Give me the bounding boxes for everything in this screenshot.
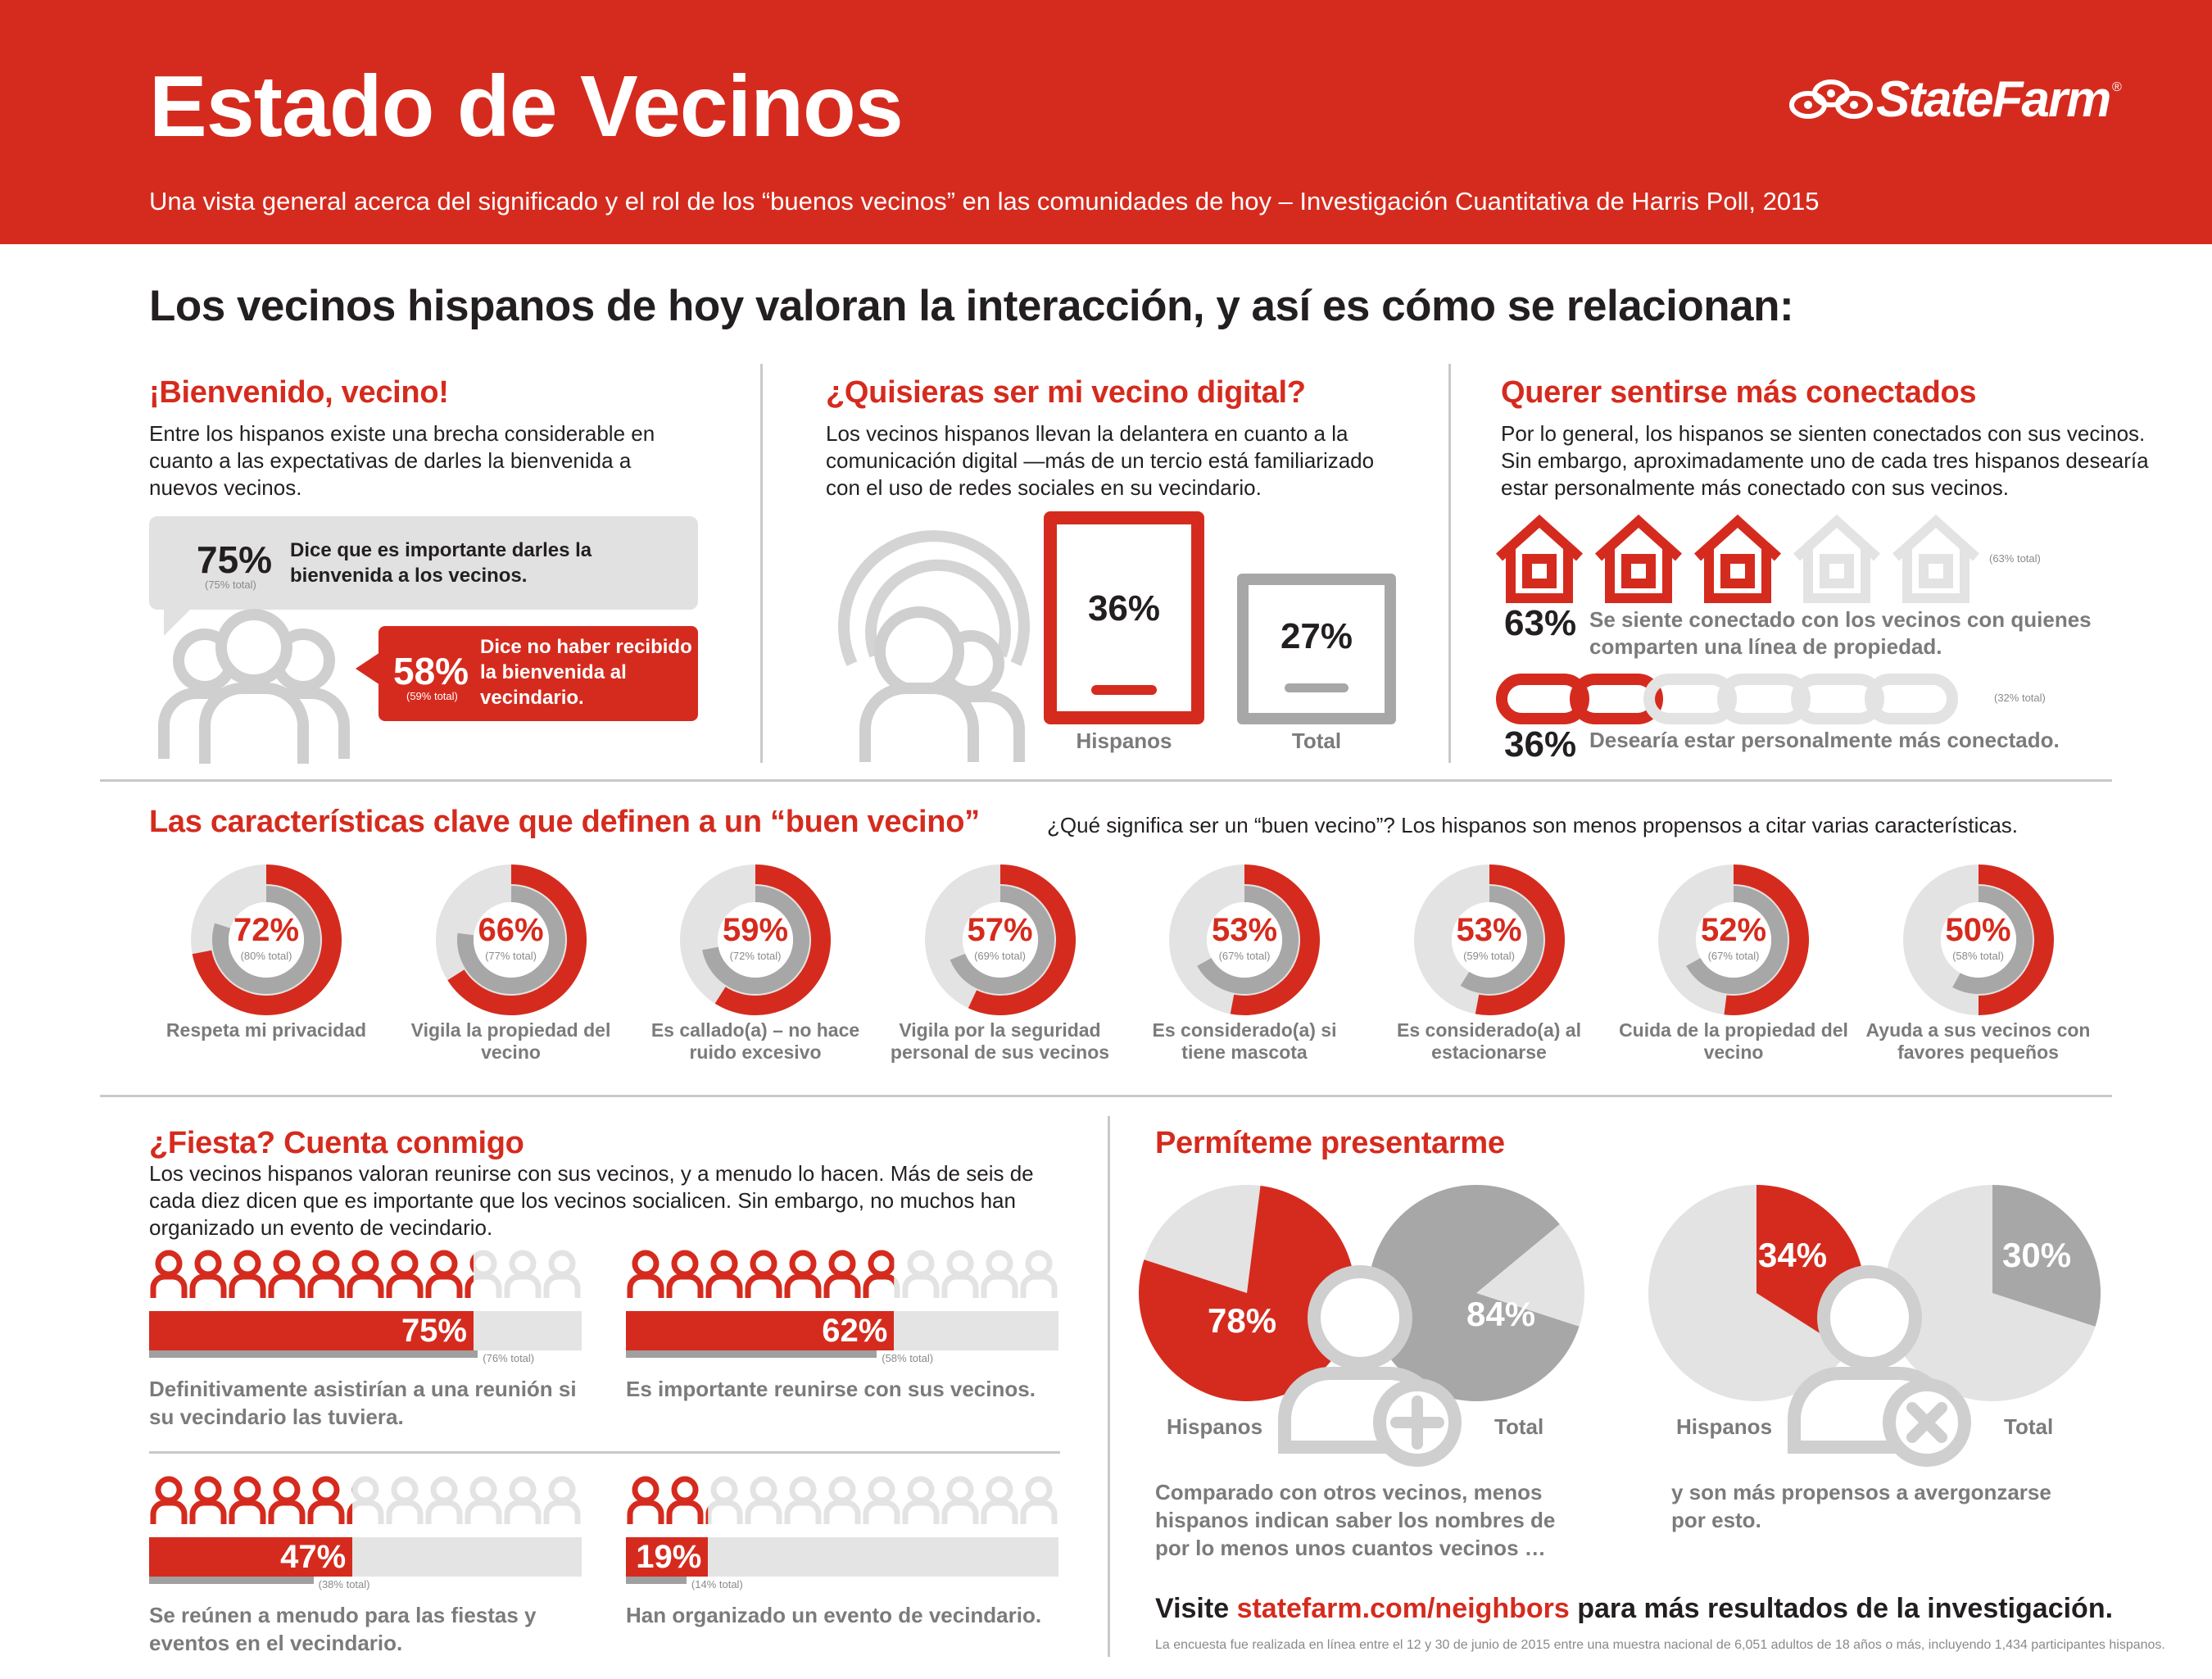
bar-note: (38% total) [318,1578,370,1591]
intro-caption2: y son más propensos a avergonzarse por esto. [1671,1480,2051,1532]
stat1-text: Dice que es importante darles la bienvenida a los vecinos. [290,539,592,587]
donut-pct: 53% [1456,912,1522,948]
donut-pct: 52% [1700,912,1767,948]
donut-note: (67% total) [1218,950,1271,962]
pie2-total-pct: 30% [2002,1236,2072,1274]
pie2-total-label: Total [2004,1414,2054,1439]
donut-label: Vigila por la seguridad personal de sus vecinos [890,1019,1110,1063]
fiesta-title: ¿Fiesta? Cuenta conmigo [149,1126,524,1160]
donut-label: Ayuda a sus vecinos con favores pequeños [1865,1019,2091,1063]
digital-body: Los vecinos hispanos llevan la delantera en cuanto a la comunicación digital —más de un tercio está familiarizado con el uso de redes sociales en su vecindario. [826,421,1375,500]
footer-fine-print: La encuesta fue realizada en línea entre el 12 y 30 de junio de 2015 entre una muestra nacional de 6,051 adultos de 18 años o más, incluyendo 1,434 participantes hispanos. [1155,1638,2165,1652]
footer-visit-rest: para más resultados de la investigación. [1577,1593,2114,1624]
donut-pct: 59% [722,912,789,948]
welcome-body: Entre los hispanos existe una brecha considerable en cuanto a las expectativas de darles la bienvenida a nuevos vecinos. [149,421,655,500]
chain-text: Desearía estar personalmente más conectado. [1589,728,2060,752]
stat2-pct: 58% [393,650,469,692]
bar-caption: Es importante reunirse con sus vecinos. [626,1377,1036,1401]
bar-caption: Se reúnen a menudo para las fiestas y eventos en el vecindario. [149,1603,537,1655]
donut-note: (67% total) [1707,950,1760,962]
donut-note: (72% total) [729,950,782,962]
bar-note: (58% total) [882,1352,934,1364]
stat2-note: (59% total) [406,690,458,702]
donut-note: (80% total) [240,950,292,962]
connected-body: Por lo general, los hispanos se sienten conectados con sus vecinos. Sin embargo, aproximadamente uno de cada tres hispanos desearía estar personalmente más conectado con sus vecinos. [1501,421,2149,500]
houses-text: Se siente conectado con los vecinos con quienes comparten una línea de propiedad. [1589,607,2092,659]
main-headline: Los vecinos hispanos de hoy valoran la interacción, y así es cómo se relacionan: [149,282,1794,330]
donut-label: Vigila la propiedad del vecino [410,1019,611,1063]
bar-fill: 75% [149,1311,474,1350]
page-title: Estado de Vecinos [149,58,903,155]
donut-pct: 72% [233,912,300,948]
bar-fill: 47% [149,1537,352,1577]
chain-pct: 36% [1504,724,1577,765]
tablet-total-pct: 27% [1280,616,1353,656]
houses-note: (63% total) [1989,552,2041,565]
connected-title: Querer sentirse más conectados [1501,375,1977,410]
houses-pct: 63% [1504,603,1577,643]
bar-caption: Han organizado un evento de vecindario. [626,1603,1042,1627]
chain-note: (32% total) [1994,692,2046,704]
intro-title: Permíteme presentarme [1155,1126,1505,1160]
pie2-hisp-label: Hispanos [1676,1414,1773,1439]
donut-label: Es callado(a) – no hace ruido excesivo [650,1019,860,1063]
bar-note: (76% total) [483,1352,535,1364]
footer-visit [1155,1593,2113,1625]
tablet-hispanos-label: Hispanos [1076,728,1172,753]
bar-note: (14% total) [691,1578,743,1591]
donut-note: (77% total) [485,950,537,962]
donut-pct: 53% [1211,912,1278,948]
bar-caption: Definitivamente asistirían a una reunión si su vecindario las tuviera. [149,1377,577,1429]
tablet-total-label: Total [1291,728,1342,753]
page-subtitle: Una vista general acerca del significado y el rol de los “buenos vecinos” en las comunidades de hoy – Investigación Cuantitativa de Harris Poll, 2015 [149,187,1820,216]
tablet-hispanos-pct: 36% [1087,588,1161,628]
fiesta-body: Los vecinos hispanos valoran reunirse con sus vecinos, y a menudo lo hacen. Más de seis de cada diez dicen que es importante que los vecinos socialicen. Sin embargo, no muchos han organizado un evento de vecindario. [149,1161,1034,1240]
stat1-note: (75% total) [205,579,256,591]
pie1-hisp-pct: 78% [1208,1301,1277,1340]
pie1-total-pct: 84% [1466,1295,1536,1333]
pie2-hisp-pct: 34% [1758,1236,1828,1274]
footer-visit-label: Visite [1155,1593,1230,1624]
pie1-hisp-label: Hispanos [1167,1414,1263,1439]
donut-pct: 50% [1945,912,2011,948]
statefarm-logo: StateFarm [1876,71,2110,128]
intro-caption1: Comparado con otros vecinos, menos hispanos indican saber los nombres de por lo menos unos cuantos vecinos … [1155,1480,1556,1560]
welcome-title: ¡Bienvenido, vecino! [149,375,449,410]
bar-fill: 19% [626,1537,708,1577]
donut-label: Es considerado(a) si tiene mascota [1152,1019,1337,1063]
donut-pct: 57% [967,912,1033,948]
donut-note: (69% total) [974,950,1026,962]
pie1-total-label: Total [1494,1414,1544,1439]
footer-url-link[interactable]: statefarm.com/neighbors [1236,1593,1570,1624]
donut-label: Cuida de la propiedad del vecino [1619,1019,1848,1063]
registered-mark: ® [2112,80,2122,94]
digital-title: ¿Quisieras ser mi vecino digital? [826,375,1306,410]
traits-intro: ¿Qué significa ser un “buen vecino”? Los hispanos son menos propensos a citar varias características. [1047,813,2019,837]
stat2-text: Dice no haber recibido la bienvenida al vecindario. [480,636,692,709]
donut-note: (59% total) [1463,950,1515,962]
donut-label: Respeta mi privacidad [165,1019,367,1041]
traits-title: Las características clave que definen a un “buen vecino” [149,805,980,839]
donut-label: Es considerado(a) al estacionarse [1397,1019,1581,1063]
stat1-pct: 75% [197,538,273,581]
bar-fill: 62% [626,1311,894,1350]
donut-note: (58% total) [1952,950,2004,962]
donut-pct: 66% [478,912,544,948]
